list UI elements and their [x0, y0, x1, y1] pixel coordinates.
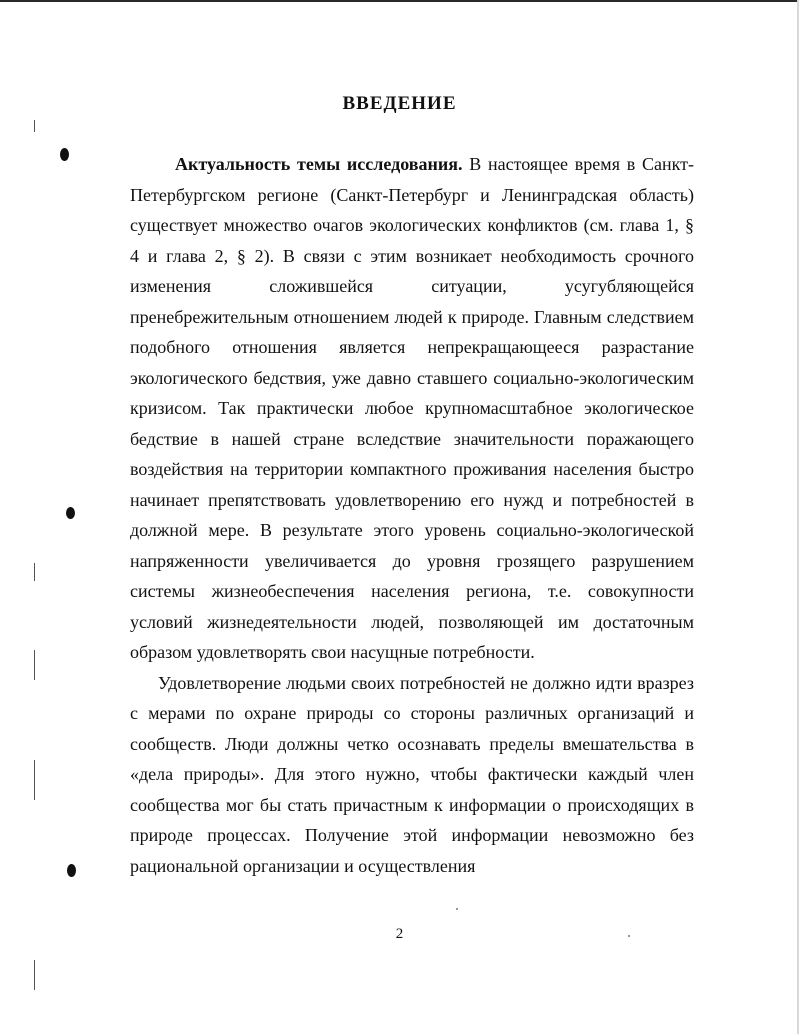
margin-tick-4	[34, 760, 35, 800]
paragraph-2	[130, 668, 694, 882]
paragraph-1-lead: Актуальность темы исследования.	[175, 154, 463, 174]
margin-tick-1	[34, 120, 35, 132]
margin-blot-1	[60, 148, 69, 161]
paragraph-1-text: В настоящее время в Санкт-Петербургском регионе (Санкт-Петербург и Ленинградская область) существует множество очагов экологических конфликтов (см. глава 1, § 4 и глава 2, § 2). В связи с этим возникает необходимость срочного изменения сложившейся ситуации, усугубляющейся пренебрежительным отношением людей к природе. Главным следствием подобного отношения является непрекращающееся разрастание экологического бедствия, уже давно ставшего социально-экологическим кризисом. Так практически любое крупномасштабное экологическое бедствие в нашей стране вследствие значительности поражающего воздействия на территории компактного проживания населения быстро начинает препятствовать удовлетворению его нужд и потребностей в должной мере. В результате этого уровень социально-экологической напряженности увеличивается до уровня грозящего разрушением системы жизнеобеспечения населения региона, т.е. совокупности условий жизнедеятельности людей, позволяющей им достаточным образом удовлетворять свои насущные потребности.	[130, 154, 694, 662]
margin-tick-5	[34, 960, 35, 990]
document-body	[130, 149, 694, 881]
page-title: ВВЕДЕНИЕ	[342, 92, 457, 114]
speck-1	[456, 908, 458, 910]
margin-blot-3	[67, 864, 76, 877]
scan-edge-top	[0, 0, 799, 2]
paragraph-1	[130, 149, 694, 668]
paragraph-2-text: Удовлетворение людьми своих потребностей не должно идти вразрез с мерами по охране природы со стороны различных организаций и сообществ. Люди должны четко осознавать пределы вмешательства в «дела природы». Для этого нужно, чтобы фактически каждый член сообщества мог бы стать причастным к информации о происходящих в природе процессах. Получение этой информации невозможно без рациональной организации и осуществления	[130, 672, 694, 876]
page-number: 2	[395, 926, 404, 942]
margin-tick-2	[34, 563, 35, 581]
margin-blot-2	[66, 507, 75, 519]
margin-tick-3	[34, 650, 35, 680]
